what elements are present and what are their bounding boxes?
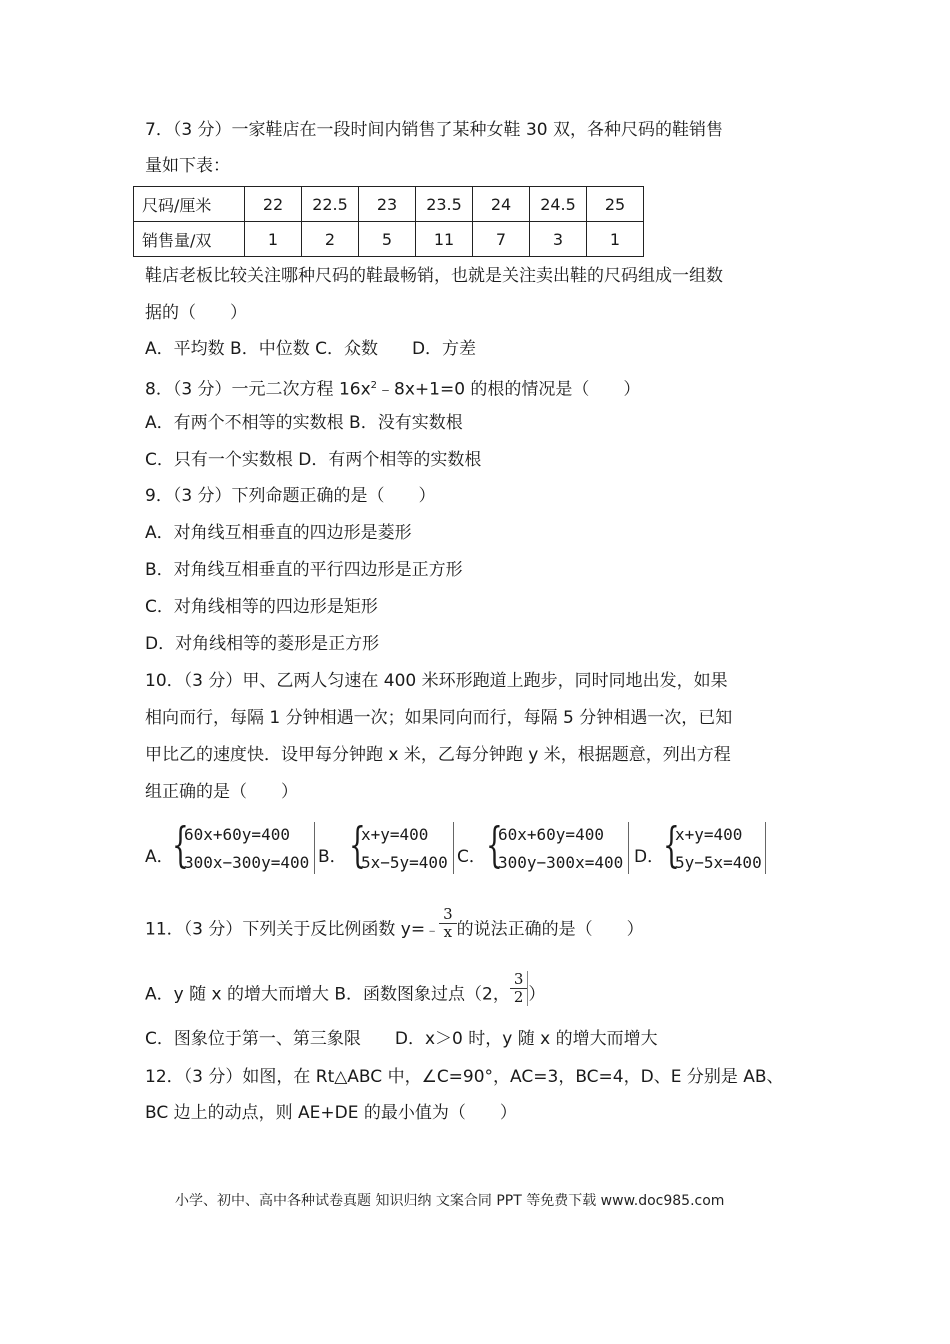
q8-stem-after: ﹣8x+1=0 的根的情况是（ ） [377, 379, 641, 400]
equation: x+y=400 [675, 825, 743, 844]
q10-option-b-label: B． [318, 847, 347, 867]
q9-option-d: D．对角线相等的菱形是正方形 [145, 634, 380, 654]
q10-option-d-label: D． [634, 847, 665, 867]
q10-option-a-system [172, 817, 315, 874]
page-footer: 小学、初中、高中各种试卷真题 知识归纳 文案合同 PPT 等免费下载 www.doc985.com [175, 1193, 725, 1209]
q7-line-1: 7．（3 分）一家鞋店在一段时间内销售了某种女鞋 30 双，各种尺码的鞋销售 [145, 120, 723, 140]
table-cell: 22.5 [302, 187, 359, 222]
table-cell: 23.5 [416, 187, 473, 222]
table-header-sales: 销售量/双 [134, 222, 245, 257]
q7-options: A．平均数 B．中位数 C．众数 D．方差 [145, 339, 477, 359]
q8-stem-before: 8．（3 分）一元二次方程 16x [145, 379, 371, 400]
q10-line-4: 组正确的是（ ） [145, 782, 298, 802]
equation: 5y−5x=400 [675, 853, 762, 872]
q10-option-c-system [486, 817, 629, 874]
fraction-numerator: 3 [439, 906, 457, 924]
table-row-sales [134, 222, 644, 257]
q11-option-ab-before: A．y 随 x 的增大而增大 B．函数图象过点（2， [145, 984, 510, 1005]
fraction-denominator: 2 [513, 988, 524, 1006]
q9-stem: 9．（3 分）下列命题正确的是（ ） [145, 486, 436, 506]
q9-option-c: C．对角线相等的四边形是矩形 [145, 597, 378, 617]
q11-stem-before: 11．（3 分）下列关于反比例函数 y= [145, 919, 426, 940]
q11-stem-after: 的说法正确的是（ ） [456, 919, 644, 940]
table-cell: 22 [245, 187, 302, 222]
table-row-size [134, 187, 644, 222]
table-cell: 1 [587, 222, 644, 257]
q7-line-4: 据的（ ） [145, 303, 247, 323]
equation: x+y=400 [361, 825, 429, 844]
q12-line-2: BC 边上的动点，则 AE+DE 的最小值为（ ） [145, 1103, 517, 1123]
equation: 5x−5y=400 [361, 853, 448, 872]
equation: 60x+60y=400 [184, 825, 290, 844]
q7-line-2: 量如下表： [145, 156, 230, 176]
table-cell: 5 [359, 222, 416, 257]
table-cell: 24.5 [530, 187, 587, 222]
equation: 300y−300x=400 [498, 853, 624, 872]
q7-line-3: 鞋店老板比较关注哪种尺码的鞋最畅销，也就是关注卖出鞋的尺码组成一组数 [145, 266, 723, 286]
q10-line-3: 甲比乙的速度快．设甲每分钟跑 x 米，乙每分钟跑 y 米，根据题意，列出方程 [145, 745, 731, 765]
table-cell: 7 [473, 222, 530, 257]
q8-options-line-2: C．只有一个实数根 D．有两个相等的实数根 [145, 450, 482, 470]
left-brace-icon: { [486, 817, 503, 873]
table-cell: 24 [473, 187, 530, 222]
q8-exponent: 2 [370, 380, 378, 391]
fraction-3-over-2 [510, 971, 529, 1006]
q10-option-b-system [349, 817, 454, 874]
table-cell: 2 [302, 222, 359, 257]
q10-line-1: 10．（3 分）甲、乙两人匀速在 400 米环形跑道上跑步，同时同地出发，如果 [145, 671, 728, 691]
q11-options-cd: C．图象位于第一、第三象限 D．x＞0 时，y 随 x 的增大而增大 [145, 1029, 658, 1049]
equation: 60x+60y=400 [498, 825, 604, 844]
q11-options-ab [145, 970, 546, 1012]
left-brace-icon: { [663, 817, 680, 873]
q11-stem [145, 905, 644, 947]
table-cell: 11 [416, 222, 473, 257]
q9-option-b: B．对角线互相垂直的平行四边形是正方形 [145, 560, 463, 580]
q10-option-c-label: C． [457, 847, 486, 867]
q12-line-1: 12．（3 分）如图，在 Rt△ABC 中，∠C=90°，AC=3，BC=4，D、E 分别是 AB、 [145, 1067, 784, 1087]
fraction-denominator: x [443, 923, 453, 941]
minus-sign: ﹣ [425, 922, 440, 939]
left-brace-icon: { [172, 817, 189, 873]
fraction-numerator: 3 [510, 971, 528, 989]
left-brace-icon: { [349, 817, 366, 873]
table-header-size: 尺码/厘米 [134, 187, 245, 222]
table-cell: 25 [587, 187, 644, 222]
q10-option-d-system [663, 817, 766, 874]
table-cell: 23 [359, 187, 416, 222]
shoe-sales-table [133, 186, 644, 257]
q8-options-line-1: A．有两个不相等的实数根 B．没有实数根 [145, 413, 463, 433]
table-cell: 3 [530, 222, 587, 257]
q11-option-ab-after: ） [528, 984, 546, 1005]
table-cell: 1 [245, 222, 302, 257]
q10-option-a-label: A． [145, 847, 174, 867]
q10-line-2: 相向而行，每隔 1 分钟相遇一次；如果同向而行，每隔 5 分钟相遇一次，已知 [145, 708, 733, 728]
q8-stem [145, 375, 640, 401]
equation: 300x−300y=400 [184, 853, 310, 872]
fraction-neg-3-over-x [439, 906, 457, 941]
q9-option-a: A．对角线互相垂直的四边形是菱形 [145, 523, 412, 543]
